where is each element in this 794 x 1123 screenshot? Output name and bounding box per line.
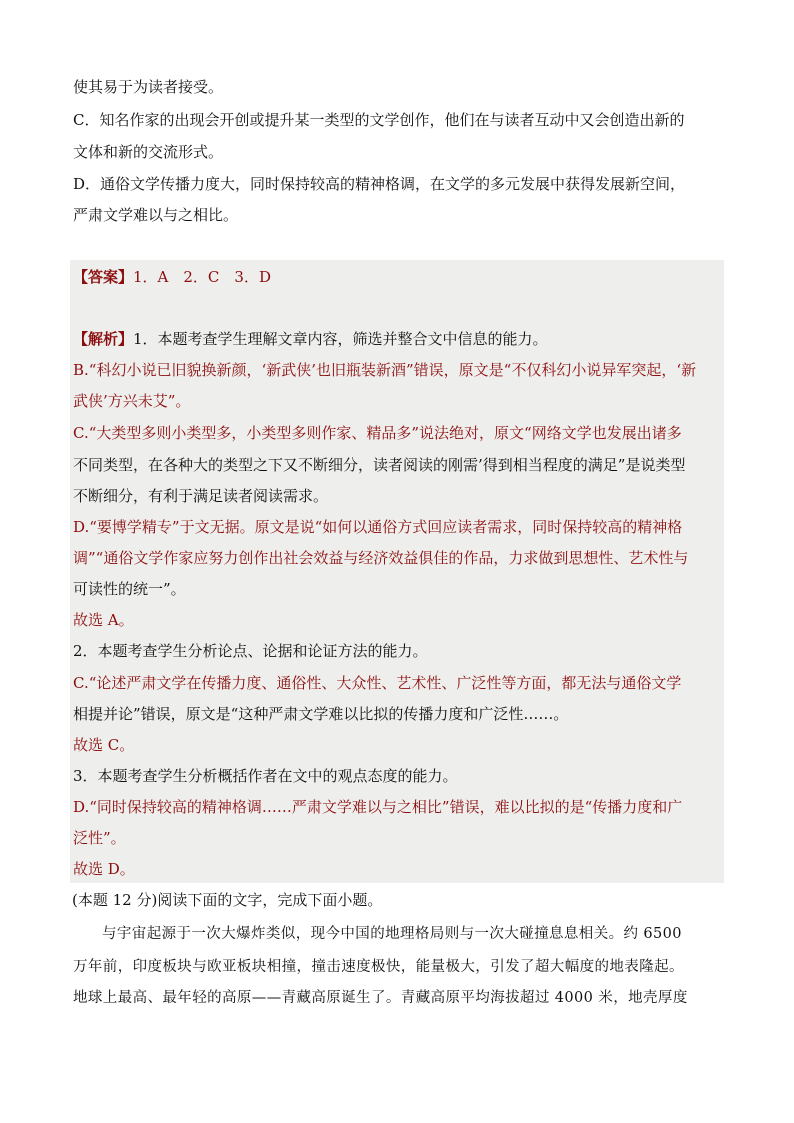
analysis-q1-intro-text: 1．本题考查学生理解文章内容，筛选并整合文中信息的能力。 (133, 330, 548, 348)
analysis-q2-pick: 故选 C。 (73, 736, 135, 754)
analysis-q2-intro: 2．本题考查学生分析论点、论据和论证方法的能力。 (73, 642, 428, 660)
passage-line-3: 地球上最高、最年轻的高原——青藏高原诞生了。青藏高原平均海拔超过 4000 米，地壳厚度 (73, 990, 688, 1006)
analysis-q1-d-line-3: 可读性的统一”。 (73, 580, 186, 598)
answer-analysis-block (70, 260, 724, 883)
option-c-line-2: 文体和新的交流形式。 (73, 143, 224, 161)
analysis-q1-b-line-1: B.“科幻小说已旧貌换新颜，‘新武侠’也旧瓶装新酒”错误，原文是“不仅科幻小说异军突起，‘新 (73, 361, 697, 379)
option-b-tail: 使其易于为读者接受。 (73, 78, 224, 96)
analysis-q2-c-line-2: 相提并论”错误，原文是“这种严肃文学难以比拟的传播力度和广泛性……。 (73, 705, 569, 723)
option-c-line-1: C．知名作家的出现会开创或提升某一类型的文学创作，他们在与读者互动中又会创造出新的 (73, 111, 685, 129)
analysis-q2-c-line-1: C.“论述严肃文学在传播力度、通俗性、大众性、艺术性、广泛性等方面，都无法与通俗文学 (73, 674, 682, 692)
passage-line-2: 万年前，印度板块与欧亚板块相撞，撞击速度极快，能量极大，引发了超大幅度的地表隆起。 (73, 959, 684, 975)
answer-label: 【答案】 (73, 268, 134, 286)
analysis-q1-c-line-1: C.“大类型多则小类型多，小类型多则作家、精品多”说法绝对，原文“网络文学也发展出诸多 (73, 424, 682, 442)
analysis-q3-d-line-2: 泛性”。 (73, 829, 126, 847)
analysis-q1-intro (73, 329, 548, 349)
analysis-q1-c-line-3: 不断细分，有利于满足读者阅读需求。 (73, 487, 329, 505)
answer-line (73, 267, 271, 287)
analysis-q3-d-line-1: D.“同时保持较高的精神格调……严肃文学难以与之相比”错误，难以比拟的是“传播力度和广 (73, 798, 683, 816)
analysis-q3-intro: 3．本题考查学生分析概括作者在文中的观点态度的能力。 (73, 767, 458, 785)
analysis-q1-d-line-2: 调”“通俗文学作家应努力创作出社会效益与经济效益俱佳的作品，力求做到思想性、艺术性与 (73, 549, 689, 567)
option-d-line-1: D．通俗文学传播力度大，同时保持较高的精神格调，在文学的多元发展中获得发展新空间， (73, 175, 686, 193)
analysis-q1-pick: 故选 A。 (73, 611, 134, 629)
passage-line-1: 与宇宙起源于一次大爆炸类似，现今中国的地理格局则与一次大碰撞息息相关。约 6500 (102, 926, 682, 942)
analysis-q1-d-line-1: D.“要博学精专”于文无据。原文是说“如何以通俗方式回应读者需求，同时保持较高的精神格 (73, 518, 683, 536)
analysis-q3-pick: 故选 D。 (73, 860, 135, 878)
answer-value: 1．A 2．C 3．D (133, 268, 271, 286)
analysis-q1-b-line-2: 武侠’方兴未艾”。 (73, 392, 191, 410)
analysis-label: 【解析】 (73, 330, 134, 348)
option-d-line-2: 严肃文学难以与之相比。 (73, 206, 239, 224)
section-header: (本题 12 分)阅读下面的文字，完成下面小题。 (72, 891, 383, 909)
analysis-q1-c-line-2: 不同类型，在各种大的类型之下又不断细分，读者阅读的刚需’得到相当程度的满足”是说类型 (73, 456, 686, 474)
